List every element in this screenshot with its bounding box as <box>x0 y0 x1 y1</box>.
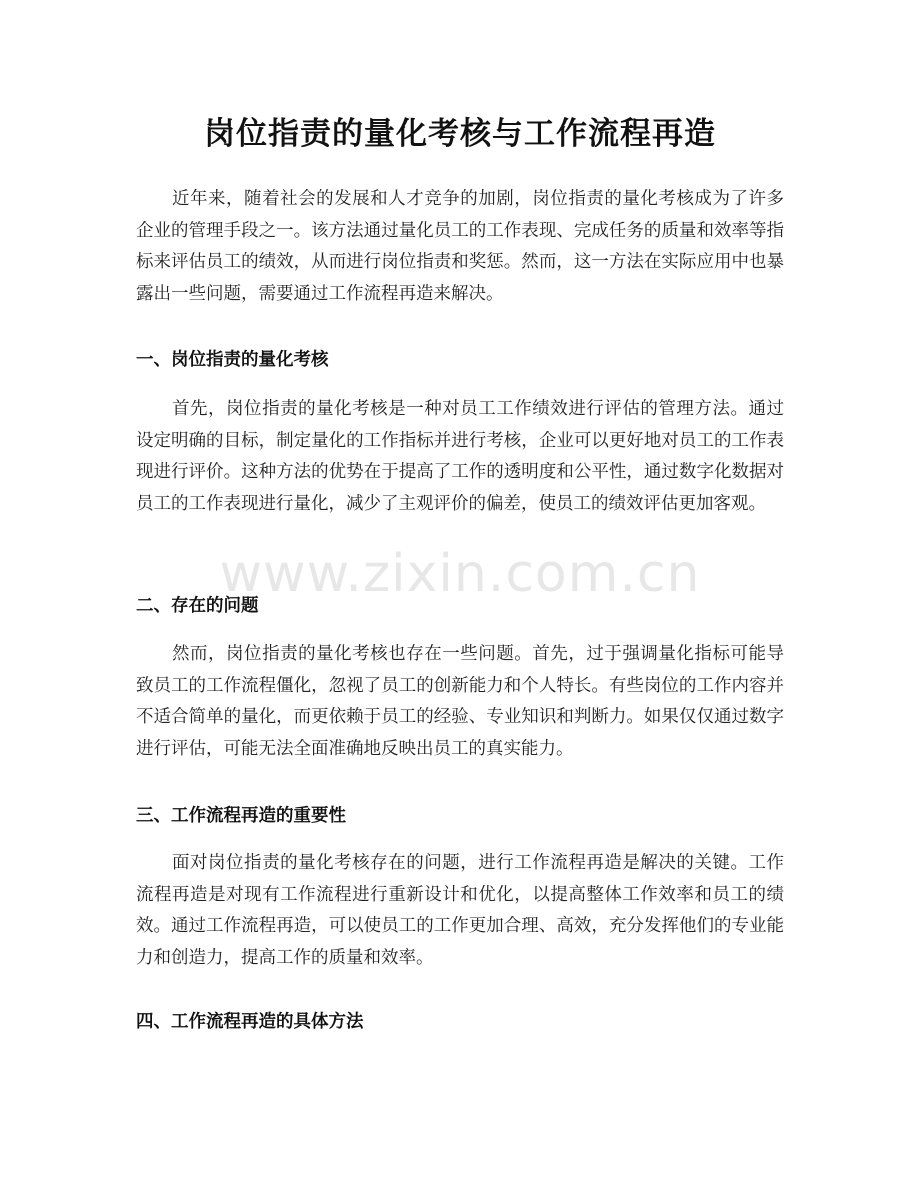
watermark: www.zixin.com.cn <box>219 544 701 604</box>
document-title: 岗位指责的量化考核与工作流程再造 <box>204 116 716 152</box>
section-heading-3: 三、工作流程再造的重要性 <box>136 806 346 826</box>
section-body-3: 面对岗位指责的量化考核存在的问题，进行工作流程再造是解决的关键。工作流程再造是对现有工作流程进行重新设计和优化，以提高整体工作效率和员工的绩效。通过工作流程再造，可以使员工的工作更加合理、高效，充分发挥他们的专业能力和创造力，提高工作的质量和效率。 <box>136 853 784 968</box>
intro-paragraph: 近年来，随着社会的发展和人才竞争的加剧，岗位指责的量化考核成为了许多企业的管理手段之一。该方法通过量化员工的工作表现、完成任务的质量和效率等指标来评估员工的绩效，从而进行岗位指责和奖惩。然而，这一方法在实际应用中也暴露出一些问题，需要通过工作流程再造来解决。 <box>136 189 784 304</box>
section-body-2: 然而，岗位指责的量化考核也存在一些问题。首先，过于强调量化指标可能导致员工的工作流程僵化，忽视了员工的创新能力和个人特长。有些岗位的工作内容并不适合简单的量化，而更依赖于员工的经验、专业知识和判断力。如果仅仅通过数字进行评估，可能无法全面准确地反映出员工的真实能力。 <box>136 644 784 759</box>
section-body-1: 首先，岗位指责的量化考核是一种对员工工作绩效进行评估的管理方法。通过设定明确的目标，制定量化的工作指标并进行考核，企业可以更好地对员工的工作表现进行评价。这种方法的优势在于提高了工作的透明度和公平性，通过数字化数据对员工的工作表现进行量化，减少了主观评价的偏差，使员工的绩效评估更加客观。 <box>136 399 784 514</box>
section-heading-4: 四、工作流程再造的具体方法 <box>136 1012 364 1032</box>
section-heading-2: 二、存在的问题 <box>136 596 259 616</box>
section-heading-1: 一、岗位指责的量化考核 <box>136 350 329 370</box>
